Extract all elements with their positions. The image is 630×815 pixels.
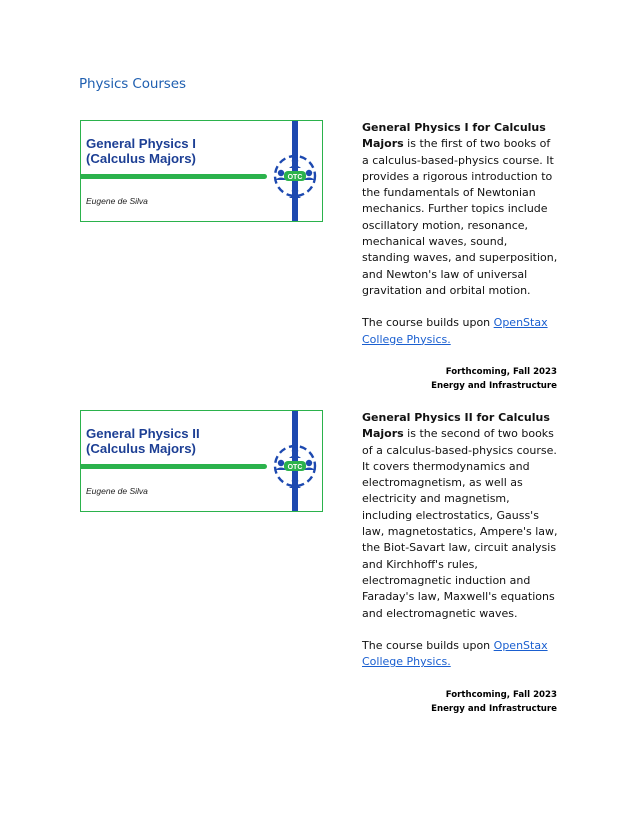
course-cover-image[interactable] (80, 410, 323, 512)
openstax-link[interactable]: OpenStax College Physics. (362, 316, 548, 346)
builds-upon-text: The course builds upon (362, 638, 494, 652)
page-heading: Physics Courses (79, 76, 186, 92)
otc-logo-icon (267, 151, 323, 201)
cover-green-bar (81, 464, 267, 469)
course-description-text: is the second of two books of a calculus-based-physics course. It covers thermodynamics and electromagnetism, as well as electricity and magnetism, including electrostatics, Gauss's law, magnetostatics, Ampere's law, the Biot-Savart law, circuit analysis and Kirchhoff's rules, electromagnetic induction and Faraday's law, Maxwell's equations and electromagnetic waves. (362, 427, 558, 620)
builds-upon-text: The course builds upon (362, 316, 494, 330)
course-description-text: is the first of two books of a calculus-based-physics course. It provides a rigorous introduction to the fundamentals of Newtonian mechanics. Further topics include oscillatory motion, resonance, mechanical waves, sound, standing waves, and superposition, and Newton's law of universal gravitation and orbital motion. (362, 137, 558, 297)
otc-logo-icon (267, 441, 323, 491)
cover-title: General Physics I (Calculus Majors) (86, 136, 196, 166)
openstax-link[interactable]: OpenStax College Physics. (362, 638, 548, 669)
course-title: General Physics I for Calculus Majors (362, 121, 546, 151)
svg-text:OTC: OTC (287, 174, 303, 181)
svg-text:OTC: OTC (287, 464, 303, 471)
cover-author: Eugene de Silva (86, 486, 148, 496)
cover-author: Eugene de Silva (86, 196, 148, 206)
course-status: Forthcoming, Fall 2023 (445, 367, 557, 377)
cover-title: General Physics II (Calculus Majors) (86, 426, 200, 456)
course-title: General Physics II for Calculus Majors (362, 411, 550, 441)
course-meta (431, 366, 557, 393)
course-cover-image[interactable] (80, 120, 323, 222)
course-description (362, 120, 558, 348)
cover-green-bar (81, 174, 267, 179)
course-category: Energy and Infrastructure (431, 703, 557, 714)
course-category: Energy and Infrastructure (431, 380, 557, 391)
course-description (362, 410, 558, 670)
course-status: Forthcoming, Fall 2023 (445, 690, 557, 700)
course-meta (431, 689, 557, 716)
